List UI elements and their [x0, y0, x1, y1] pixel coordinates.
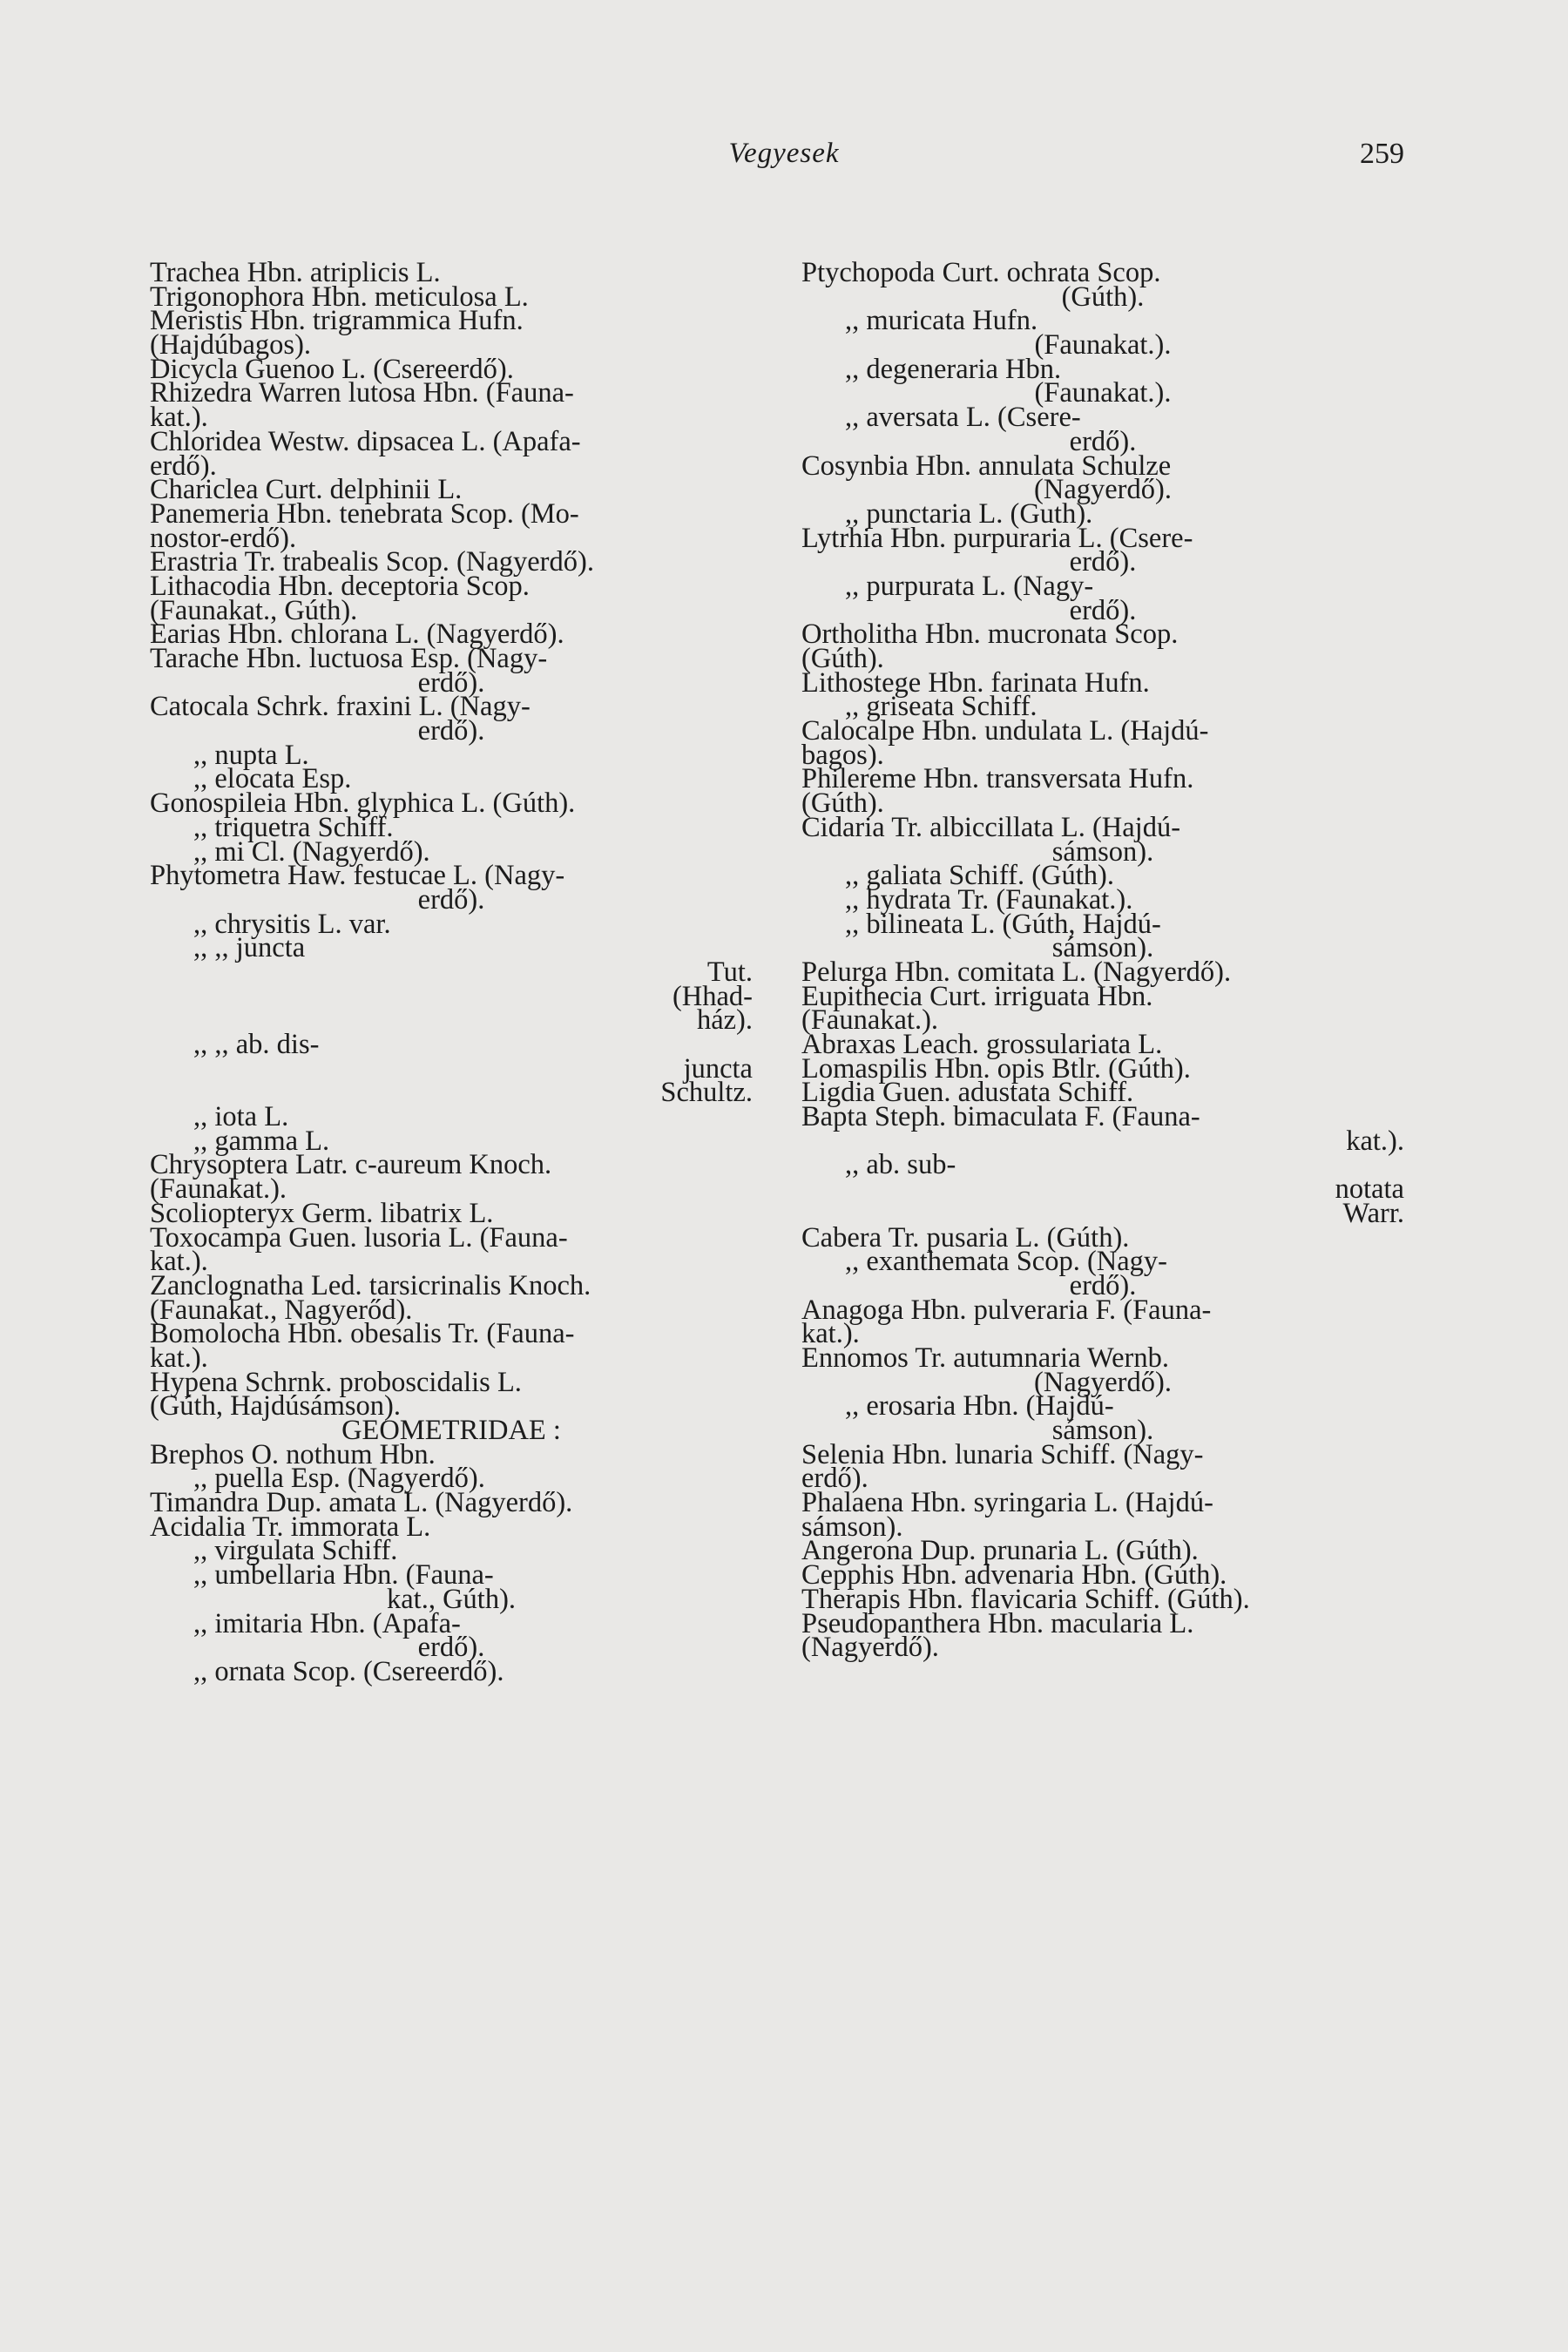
text-line: Philereme Hbn. transversata Hufn.	[801, 763, 1194, 795]
text-line: Erastria Tr. trabealis Scop. (Nagyerdő).	[150, 546, 594, 578]
text-line: Timandra Dup. amata L. (Nagyerdő).	[150, 1487, 573, 1519]
text-line: Ennomos Tr. autumnaria Wernb.	[801, 1342, 1169, 1374]
text-line: (Faunakat.).	[801, 1004, 939, 1037]
text-line: erdő).	[1069, 594, 1137, 626]
text-line: nostor-erdő).	[150, 522, 297, 554]
page-number: 259	[1360, 138, 1404, 170]
running-head: Vegyesek	[728, 138, 840, 169]
text-line: Catocala Schrk. fraxini L. (Nagy-	[150, 691, 531, 723]
text-line: (Gúth, Hajdúsámson).	[150, 1390, 401, 1423]
text-line: erdő).	[150, 449, 217, 482]
text-line: erdő).	[417, 666, 485, 699]
text-line: Hypena Schrnk. proboscidalis L.	[150, 1366, 522, 1398]
text-line: Acidalia Tr. immorata L.	[150, 1511, 431, 1543]
text-line: kat.).	[150, 1246, 208, 1278]
text-line: notata	[1335, 1173, 1404, 1206]
text-line: ,, aversata L. (Csere-	[845, 402, 1081, 434]
text-line: ,, elocata Esp.	[193, 763, 352, 795]
text-line: (Gúth).	[801, 643, 884, 674]
text-line: Toxocampa Guen. lusoria L. (Fauna-	[150, 1221, 568, 1254]
text-line: sámson).	[1051, 932, 1154, 964]
text-line: (Hajdúbagos).	[150, 329, 312, 362]
text-line: Trachea Hbn. atriplicis L.	[150, 257, 441, 288]
text-line: ,, imitaria Hbn. (Apafa-	[193, 1607, 461, 1639]
text-line: ,, degeneraria Hbn.	[845, 353, 1062, 385]
text-line: Lomaspilis Hbn. opis Btlr. (Gúth).	[801, 1052, 1191, 1085]
text-line: Trigonophora Hbn. meticulosa L.	[150, 280, 529, 313]
text-line: ,, hydrata Tr. (Faunakat.).	[845, 883, 1133, 916]
text-line: Cidaria Tr. albiccillata L. (Hajdú-	[801, 811, 1181, 843]
text-line: erdő).	[417, 715, 485, 747]
text-line: (Nagyerdő).	[801, 1632, 939, 1664]
text-line: Rhizedra Warren lutosa Hbn. (Fauna-	[150, 377, 574, 409]
text-line: Ligdia Guen. adustata Schiff.	[801, 1077, 1134, 1109]
text-line: kat.).	[801, 1318, 860, 1350]
text-line: Cabera Tr. pusaria L. (Gúth).	[801, 1221, 1130, 1254]
text-line: kat.).	[150, 402, 208, 434]
text-line: Cosynbia Hbn. annulata Schulze	[801, 449, 1172, 482]
text-line: (Faunakat., Gúth).	[150, 594, 358, 626]
text-line: erdő).	[417, 883, 485, 916]
text-line: (Gúth).	[801, 787, 884, 820]
text-line: Cepphis Hbn. advenaria Hbn. (Gúth).	[801, 1559, 1227, 1592]
text-line: (Faunakat., Nagyerőd).	[150, 1294, 413, 1326]
text-line: Eupithecia Curt. irriguata Hbn.	[801, 980, 1153, 1012]
text-line: kat.).	[1346, 1125, 1404, 1157]
text-line: ,, nupta L.	[193, 739, 309, 771]
text-line: Lytrhia Hbn. purpuraria L. (Csere-	[801, 522, 1193, 554]
text-line: sámson).	[801, 1511, 903, 1543]
text-line: erdő).	[1069, 425, 1137, 457]
text-line: ,, ornata Scop. (Csereerdő).	[193, 1655, 504, 1687]
text-line: (Faunakat.).	[1034, 377, 1172, 409]
text-line: Pseudopanthera Hbn. macularia L.	[801, 1607, 1194, 1639]
left-column	[150, 257, 753, 1687]
text-line: ,, mi Cl. (Nagyerdő).	[193, 835, 430, 868]
text-line: (Gúth).	[1061, 280, 1145, 313]
text-line: ,, ,, juncta	[193, 932, 306, 964]
text-line: Dicycla Guenoo L. (Csereerdő).	[150, 353, 514, 385]
text-line: (Faunakat.).	[150, 1173, 287, 1206]
text-line: bagos).	[801, 739, 884, 771]
text-line: Tut.	[706, 956, 753, 988]
text-line: ,, griseata Schiff.	[845, 691, 1037, 723]
text-line: Meristis Hbn. trigrammica Hufn.	[150, 305, 524, 337]
text-line: Schultz.	[660, 1077, 753, 1109]
text-line: Bomolocha Hbn. obesalis Tr. (Fauna-	[150, 1318, 575, 1350]
text-line: ,, bilineata L. (Gúth, Hajdú-	[845, 908, 1161, 940]
text-line: Gonospileia Hbn. glyphica L. (Gúth).	[150, 787, 576, 820]
text-line: erdő).	[417, 1632, 485, 1664]
text-line: ,, erosaria Hbn. (Hajdú-	[845, 1390, 1114, 1423]
text-line: (Faunakat.).	[1034, 329, 1172, 362]
text-line: Panemeria Hbn. tenebrata Scop. (Mo-	[150, 497, 579, 530]
text-line: ,, umbellaria Hbn. (Fauna-	[193, 1559, 494, 1592]
text-line: Ptychopoda Curt. ochrata Scop.	[801, 257, 1161, 288]
text-line: ,, muricata Hufn.	[845, 305, 1038, 337]
text-line: Chloridea Westw. dipsacea L. (Apafa-	[150, 425, 581, 457]
text-line: Scoliopteryx Germ. libatrix L.	[150, 1197, 494, 1229]
text-line: Brephos O. nothum Hbn.	[150, 1438, 436, 1470]
text-line: Zanclognatha Led. tarsicrinalis Knoch.	[150, 1269, 591, 1301]
text-line: ,, virgulata Schiff.	[193, 1535, 398, 1567]
text-line: Chariclea Curt. delphinii L.	[150, 474, 463, 506]
text-line: ,, ,, ab. dis-	[193, 1029, 320, 1060]
text-line: Lithacodia Hbn. deceptoria Scop.	[150, 570, 530, 602]
text-line: (Hhad-	[672, 980, 753, 1012]
text-line: Ortholitha Hbn. mucronata Scop.	[801, 618, 1179, 651]
text-line: Abraxas Leach. grossulariata L.	[801, 1029, 1163, 1060]
text-line: Lithostege Hbn. farinata Hufn.	[801, 666, 1150, 699]
text-line: Warr.	[1342, 1197, 1404, 1229]
text-line: ,, iota L.	[193, 1101, 289, 1133]
text-line: Selenia Hbn. lunaria Schiff. (Nagy-	[801, 1438, 1204, 1470]
text-line: ,, gamma L.	[193, 1125, 330, 1157]
right-column	[801, 257, 1404, 1664]
text-line: juncta	[683, 1052, 753, 1085]
text-line: ,, galiata Schiff. (Gúth).	[845, 860, 1114, 892]
text-line: Calocalpe Hbn. undulata L. (Hajdú-	[801, 715, 1209, 747]
text-line: sámson).	[1051, 1415, 1154, 1446]
text-line: ,, punctaria L. (Guth).	[845, 497, 1093, 530]
text-line: Tarache Hbn. luctuosa Esp. (Nagy-	[150, 643, 548, 674]
text-line: Bapta Steph. bimaculata F. (Fauna-	[801, 1101, 1200, 1133]
section-heading: GEOMETRIDAE :	[341, 1415, 561, 1446]
text-line: ,, ab. sub-	[845, 1149, 956, 1181]
text-line: kat., Gúth).	[386, 1583, 517, 1615]
text-line: erdő).	[1069, 1269, 1137, 1301]
text-line: ház).	[696, 1004, 753, 1037]
text-line: ,, triquetra Schiff.	[193, 811, 394, 843]
text-line: sámson).	[1051, 835, 1154, 868]
text-line: Phytometra Haw. festucae L. (Nagy-	[150, 860, 565, 892]
text-line: ,, purpurata L. (Nagy-	[845, 570, 1094, 602]
text-line: erdő).	[1069, 546, 1137, 578]
text-line: Anagoga Hbn. pulveraria F. (Fauna-	[801, 1294, 1212, 1326]
text-line: kat.).	[150, 1342, 208, 1374]
text-line: Pelurga Hbn. comitata L. (Nagyerdő).	[801, 956, 1232, 988]
text-line: Earias Hbn. chlorana L. (Nagyerdő).	[150, 618, 564, 651]
text-line: (Nagyerdő).	[1034, 474, 1172, 506]
text-line: Angerona Dup. prunaria L. (Gúth).	[801, 1535, 1199, 1567]
text-line: ,, chrysitis L. var.	[193, 908, 391, 940]
text-line: erdő).	[801, 1463, 868, 1495]
text-line: Phalaena Hbn. syringaria L. (Hajdú-	[801, 1487, 1213, 1519]
text-line: ,, exanthemata Scop. (Nagy-	[845, 1246, 1168, 1278]
text-line: ,, puella Esp. (Nagyerdő).	[193, 1463, 485, 1495]
text-line: Chrysoptera Latr. c-aureum Knoch.	[150, 1149, 552, 1181]
text-line: Therapis Hbn. flavicaria Schiff. (Gúth).	[801, 1583, 1250, 1615]
text-line: (Nagyerdő).	[1034, 1366, 1172, 1398]
